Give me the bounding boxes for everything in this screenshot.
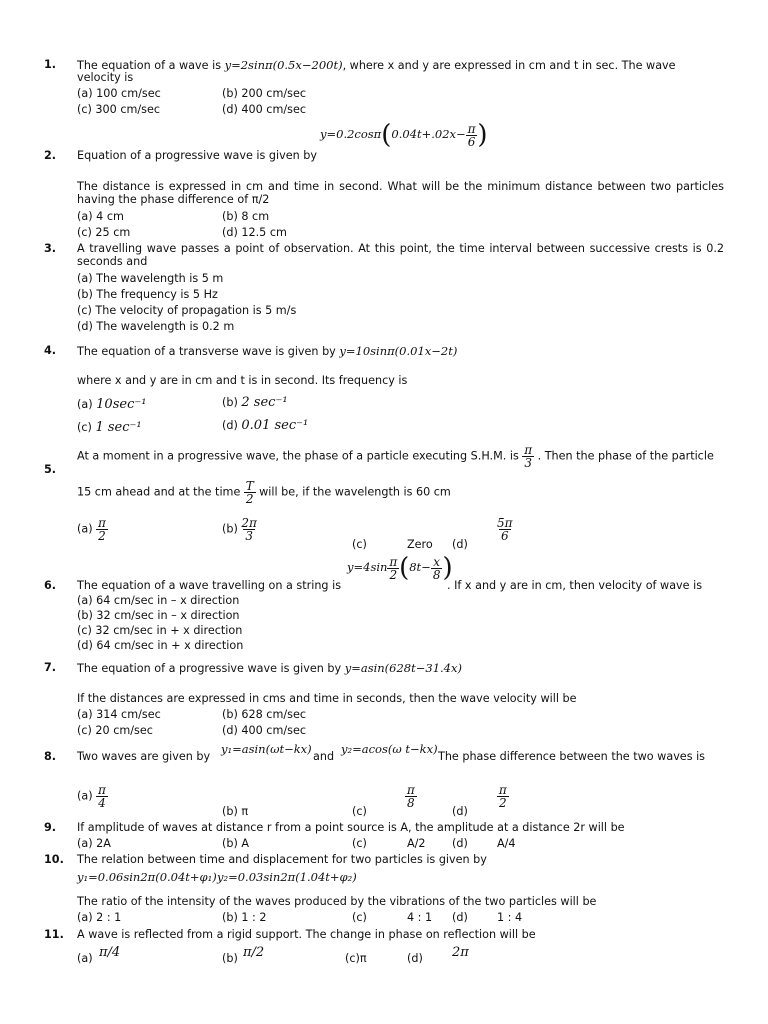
question-number: 11.	[44, 928, 64, 941]
option-a-value: π/4	[99, 945, 121, 960]
question-number: 8.	[44, 750, 57, 763]
option-d: (d)	[452, 911, 468, 924]
option-d: (d) The wavelength is 0.2 m	[77, 320, 235, 333]
question-number: 7.	[44, 661, 57, 674]
option-a: (a) The wavelength is 5 m	[77, 272, 224, 285]
option-b: (b) 32 cm/sec in – x direction	[77, 609, 240, 622]
option-b: (b) 628 cm/sec	[222, 708, 306, 721]
question-text-cont: The phase difference between the two waves is	[438, 750, 706, 763]
question-number: 1.	[44, 58, 57, 71]
question-body: The distance is expressed in cm and time in second. What will be the minimum distance between two particles having the phase difference of π/2	[77, 180, 724, 206]
option-c: (c) 300 cm/sec	[77, 103, 161, 116]
option-b: (b) The frequency is 5 Hz	[77, 288, 218, 301]
question-body-2: The ratio of the intensity of the waves produced by the vibrations of the two particles will be	[77, 895, 597, 908]
option-c-value: Zero	[407, 538, 433, 551]
equation: y=10sinπ(0.01x−2t)	[339, 344, 458, 358]
option-d: (d)	[407, 952, 423, 965]
option-b: (b)	[222, 952, 238, 965]
option-b: (b) 8 cm	[222, 210, 270, 223]
equation-2: y₂=acos(ω t−kx)	[341, 742, 438, 756]
option-d: (d) 12.5 cm	[222, 226, 287, 239]
option-c: (c)	[352, 805, 367, 818]
question-text: The equation of a progressive wave is given by y=asin(628t−31.4x)	[77, 661, 462, 675]
option-d: (d) 400 cm/sec	[222, 724, 306, 737]
question-body: A wave is reflected from a rigid support. The change in phase on reflection will be	[77, 928, 536, 941]
option-c-value: A/2	[407, 837, 426, 850]
option-b-value: π/2	[243, 945, 265, 960]
equation: y=2sinπ(0.5x−200t)	[224, 58, 343, 72]
conjunction: and	[313, 750, 335, 763]
question-text: The equation of a wave is y=2sinπ(0.5x−200t), where x and y are expressed in cm and t in sec. The wave	[77, 58, 676, 72]
option-c: (c) The velocity of propagation is 5 m/s	[77, 304, 297, 317]
question-text: The equation of a transverse wave is given by y=10sinπ(0.01x−2t)	[77, 344, 458, 358]
option-d: (d) 0.01 sec⁻¹	[222, 418, 309, 433]
option-c: (c)	[352, 911, 367, 924]
option-b: (b) 2 sec⁻¹	[222, 395, 288, 410]
question-text-cont: . If x and y are in cm, then velocity of wave is	[447, 579, 703, 592]
question-text-cont: velocity is	[77, 71, 134, 84]
question-text-cont: 15 cm ahead and at the time $\frac{T}{2}$ will be, if the wavelength is 60 cm	[77, 479, 451, 506]
option-b: (b) 1 : 2	[222, 911, 267, 924]
question-number: 4.	[44, 344, 57, 357]
option-c: (c)	[352, 837, 367, 850]
option-c-value: 4 : 1	[407, 911, 433, 924]
option-b: (b) 200 cm/sec	[222, 87, 306, 100]
equation-1: y₁=asin(ωt−kx)	[221, 742, 312, 756]
option-d-value: A/4	[497, 837, 516, 850]
option-a: (a) $\frac{\pi}{2}$	[77, 516, 106, 543]
question-text: The equation of a wave travelling on a string is	[77, 579, 342, 592]
option-d-value: 1 : 4	[497, 911, 523, 924]
equation: y=asin(628t−31.4x)	[344, 661, 462, 675]
question-body: If the distances are expressed in cms and time in seconds, then the wave velocity will be	[77, 692, 577, 705]
equation-1: y₁=0.06sin2π(0.04t+φ₁)	[77, 870, 217, 884]
question-number: 2.	[44, 149, 57, 162]
option-a: (a) 2A	[77, 837, 111, 850]
option-a: (a) 314 cm/sec	[77, 708, 161, 721]
option-b: (b) $\frac{2\pi}{3}$	[222, 516, 257, 543]
option-a: (a)	[77, 952, 93, 965]
option-d: (d)	[452, 837, 468, 850]
option-c: (c) 1 sec⁻¹	[77, 420, 142, 435]
question-body: where x and y are in cm and t is in second. Its frequency is	[77, 374, 408, 387]
equation: y=0.2cosπ(0.04t+.02x− $\frac{\pi}{6}$ )	[320, 120, 488, 150]
question-body: If amplitude of waves at distance r from a point source is A, the amplitude at a distance 2r will be	[77, 821, 625, 834]
option-c: (c) 20 cm/sec	[77, 724, 153, 737]
option-c: (c)	[352, 538, 367, 551]
option-d-value: $\frac{5\pi}{6}$	[497, 516, 513, 543]
option-d: (d)	[452, 538, 468, 551]
option-d: (d) 400 cm/sec	[222, 103, 306, 116]
option-d: (d)	[452, 805, 468, 818]
question-body: A travelling wave passes a point of observation. At this point, the time interval between successive crests is 0.2 seconds and	[77, 242, 724, 268]
question-body: The relation between time and displacement for two particles is given by	[77, 853, 487, 866]
question-number: 9.	[44, 821, 57, 834]
question-text: Equation of a progressive wave is given by	[77, 149, 317, 162]
option-a: (a) 10sec⁻¹	[77, 397, 147, 412]
question-number: 5.	[44, 463, 57, 476]
option-c-value: $\frac{\pi}{8}$	[406, 783, 415, 810]
question-number: 6.	[44, 579, 57, 592]
option-a: (a) 4 cm	[77, 210, 124, 223]
option-a: (a) 64 cm/sec in – x direction	[77, 594, 240, 607]
option-d-value: 2π	[452, 945, 469, 960]
option-c: (c)π	[345, 952, 367, 965]
option-c: (c) 25 cm	[77, 226, 131, 239]
option-d-value: $\frac{\pi}{2}$	[498, 783, 507, 810]
option-c: (c) 32 cm/sec in + x direction	[77, 624, 243, 637]
question-number: 3.	[44, 242, 57, 255]
option-a: (a) 2 : 1	[77, 911, 122, 924]
option-b: (b) A	[222, 837, 250, 850]
question-text: At a moment in a progressive wave, the phase of a particle executing S.H.M. is $\frac{\pi}{3}$ . Then the phase of the particle	[77, 443, 714, 470]
option-a: (a) 100 cm/sec	[77, 87, 161, 100]
option-a: (a) $\frac{\pi}{4}$	[77, 783, 106, 810]
equation: y=4sin $\frac{\pi}{2}$ (8t− $\frac{x}{8}$ )	[347, 553, 453, 583]
question-text: Two waves are given by	[77, 750, 211, 763]
equation-2: y₂=0.03sin2π(1.04t+φ₂)	[217, 870, 357, 884]
option-b: (b) π	[222, 805, 249, 818]
option-d: (d) 64 cm/sec in + x direction	[77, 639, 244, 652]
question-number: 10.	[44, 853, 64, 866]
